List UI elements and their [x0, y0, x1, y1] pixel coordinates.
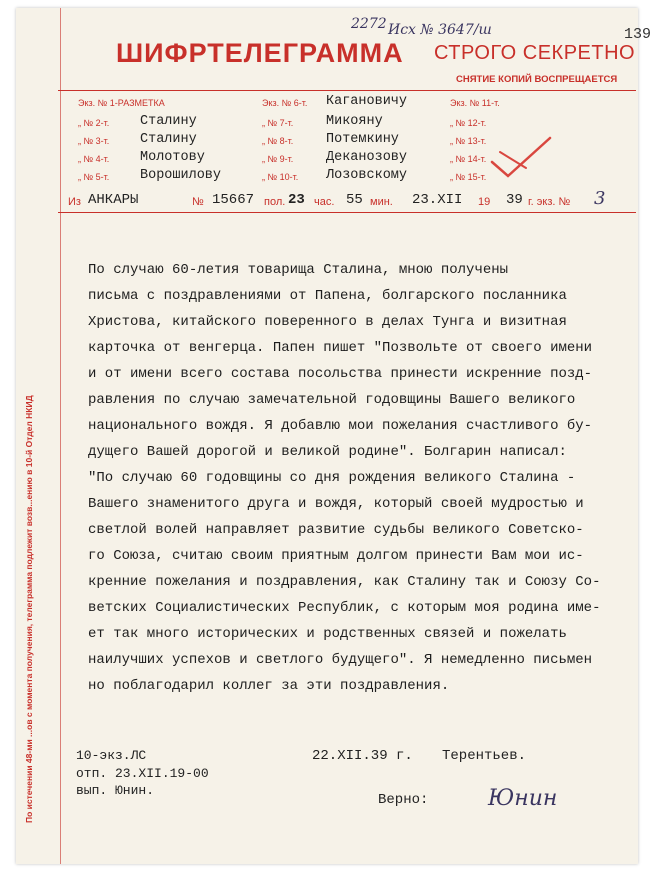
addressee: Кагановичу [326, 94, 408, 109]
year-prefix: 19 [478, 196, 491, 208]
copy-label: „ № 3-т. [78, 136, 110, 146]
received-hour: 23 [288, 192, 305, 208]
telegram-sheet [16, 8, 652, 864]
stamp-number: 2272 [351, 16, 387, 32]
body-line: По случаю 60-летия товарища Сталина, мною получены [88, 262, 509, 278]
signer-name: Терентьев. [442, 748, 527, 764]
classification-label: СТРОГО СЕКРЕТНО [434, 42, 636, 64]
verified-label: Верно: [378, 792, 429, 808]
signature: Юнин [488, 786, 558, 811]
addressee: Лозовскому [326, 168, 408, 183]
origin-city: АНКАРЫ [88, 192, 139, 208]
telegram-number: 15667 [212, 192, 255, 208]
copy-label: Экз. № 1-РАЗМЕТКА [78, 98, 165, 108]
copy-label: „ № 9-т. [262, 154, 294, 164]
sent-stamp: отп. 23.XII.19-00 [76, 766, 209, 781]
from-label: Из [68, 196, 81, 208]
body-line: ветских Социалистических Республик, с которым моя родина име- [88, 600, 601, 616]
copy-label: „ № 14-т. [450, 154, 487, 164]
copy-label: Экз. № 11-т. [450, 98, 500, 108]
received-year: 39 [506, 192, 523, 208]
dispatch-rule [58, 212, 636, 213]
copy-label: „ № 13-т. [450, 136, 487, 146]
addressee: Потемкину [326, 132, 399, 147]
body-line: дущего Вашей дорогой и великой родине". Болгарин написал: [88, 444, 567, 460]
addressee: Сталину [140, 132, 197, 147]
outgoing-ref: Исх № 3647/ш [388, 22, 492, 38]
signed-date: 22.XII.39 г. [312, 748, 413, 764]
received-date: 23.XII [412, 192, 463, 208]
body-line: кренние пожелания и поздравления, как Сталину так и Союзу Со- [88, 574, 601, 590]
copy-label: „ № 12-т. [450, 118, 487, 128]
addressee: Молотову [140, 150, 205, 165]
return-notice: По истечении 48-ми ...ов с момента получения, телеграмма подлежит возв...ению в 10-й Отдел НКИД [24, 395, 34, 823]
body-line: светлой волей направляет развитие судьбы великого Советско- [88, 522, 584, 538]
body-line: карточка от венгерца. Папен пишет "Позвольте от своего имени [88, 340, 593, 356]
number-label: № [192, 196, 204, 208]
executor: вып. Юнин. [76, 783, 155, 798]
copy-prohibited-label: СНЯТИЕ КОПИЙ ВОСПРЕЩАЕТСЯ [456, 74, 618, 85]
copy-label: „ № 5-т. [78, 172, 110, 182]
copy-label: „ № 7-т. [262, 118, 294, 128]
body-line: ет так много исторических и родственных связей и пожелать [88, 626, 567, 642]
body-line: "По случаю 60 годовщины со дня рождения великого Сталина - [88, 470, 576, 486]
copy-label: „ № 8-т. [262, 136, 294, 146]
addressee: Ворошилову [140, 168, 222, 183]
addressee: Сталину [140, 114, 197, 129]
copy-label: Экз. № 6-т. [262, 98, 308, 108]
body-line: и от имени всего состава посольства принести искренние позд- [88, 366, 593, 382]
margin-rule [60, 8, 61, 864]
copy-number: 3 [594, 188, 606, 209]
body-line: наилучших успехов и светлого будущего". Я немедленно письмен [88, 652, 593, 668]
doc-title: ШИФРТЕЛЕГРАММА [116, 38, 404, 68]
addressee: Микояну [326, 114, 383, 129]
body-line: Христова, китайского поверенного в делах Тунга и визитная [88, 314, 567, 330]
addressee: Деканозову [326, 150, 408, 165]
body-line: Вашего знаменитого друга и вождя, который своей мудростью и [88, 496, 584, 512]
received-minute: 55 [346, 192, 363, 208]
body-line: письма с поздравлениями от Папена, болгарского посланника [88, 288, 567, 304]
hour-label: час. [314, 196, 335, 208]
header-rule [58, 90, 636, 91]
received-label: пол. [264, 196, 286, 208]
minute-label: мин. [370, 196, 393, 208]
body-line: равления по случаю замечательной годовщины Вашего великого [88, 392, 576, 408]
body-line: но поблагодарил коллег за эти поздравления. [88, 678, 450, 694]
copy-label: „ № 4-т. [78, 154, 110, 164]
copy-label: „ № 15-т. [450, 172, 487, 182]
copy-label: „ № 2-т. [78, 118, 110, 128]
body-line: го Союза, считаю своим приятным долгом принести Вам мои ис- [88, 548, 584, 564]
copy-label: „ № 10-т. [262, 172, 299, 182]
body-line: национального вождя. Я добавлю мои пожелания счастливого бу- [88, 418, 593, 434]
copies-count: 10-экз.ЛС [76, 748, 147, 763]
page-number: 139 [624, 26, 652, 43]
check-mark-icon [486, 132, 556, 188]
copy-number-label: г. экз. № [528, 196, 571, 208]
